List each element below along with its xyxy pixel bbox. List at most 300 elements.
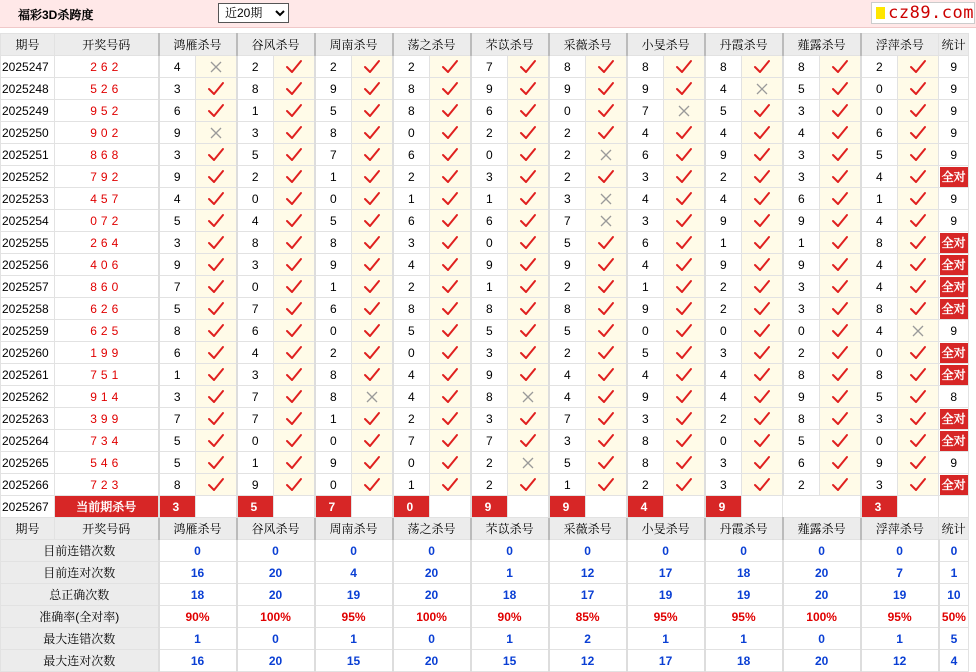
result-mark-cell	[898, 386, 939, 408]
kill-number-cell: 5	[393, 320, 430, 342]
kill-number-cell: 2	[627, 474, 664, 496]
col-header-expert: 鸿雁杀号	[159, 34, 237, 56]
check-icon	[363, 477, 381, 493]
kill-number-cell: 3	[549, 430, 586, 452]
draw-numbers-cell: 860	[55, 276, 159, 298]
check-icon	[441, 103, 459, 119]
result-mark-cell	[664, 144, 705, 166]
result-mark-cell	[274, 100, 315, 122]
kill-number-cell: 3	[783, 100, 820, 122]
result-mark-cell	[586, 122, 627, 144]
kill-number-cell: 3	[237, 364, 274, 386]
kill-number-cell: 8	[549, 56, 586, 78]
kill-number-cell: 4	[159, 188, 196, 210]
check-icon	[519, 169, 537, 185]
count-cell: 8	[939, 386, 969, 408]
result-mark-cell	[430, 276, 471, 298]
kill-number-cell: 9	[783, 254, 820, 276]
all-correct-badge: 全对	[940, 343, 968, 363]
kill-number-cell: 1	[471, 188, 508, 210]
check-icon	[285, 411, 303, 427]
current-kill-blank	[508, 496, 549, 518]
stat-value: 100%	[237, 606, 315, 628]
result-mark-cell	[586, 364, 627, 386]
current-kill-number: 4	[627, 496, 664, 518]
cross-icon	[911, 324, 925, 338]
check-icon	[753, 257, 771, 273]
result-mark-cell	[898, 166, 939, 188]
kill-number-cell: 3	[705, 342, 742, 364]
result-mark-cell	[274, 232, 315, 254]
result-mark-cell	[820, 298, 861, 320]
result-mark-cell	[586, 276, 627, 298]
table-row	[1, 56, 969, 78]
result-mark-cell	[586, 78, 627, 100]
check-icon	[441, 147, 459, 163]
kill-number-cell: 2	[471, 474, 508, 496]
check-icon	[831, 191, 849, 207]
kill-number-cell: 2	[549, 166, 586, 188]
stat-value: 90%	[159, 606, 237, 628]
stat-label: 目前连错次数	[1, 540, 159, 562]
check-icon	[285, 59, 303, 75]
check-icon	[753, 191, 771, 207]
stat-value: 18	[705, 562, 783, 584]
count-cell	[939, 232, 969, 254]
check-icon	[519, 345, 537, 361]
kill-number-cell: 0	[627, 320, 664, 342]
stat-value: 1	[315, 628, 393, 650]
kill-number-cell: 7	[159, 408, 196, 430]
kill-number-cell: 0	[783, 320, 820, 342]
result-mark-cell	[586, 254, 627, 276]
kill-number-cell: 0	[549, 100, 586, 122]
kill-number-cell: 1	[315, 166, 352, 188]
check-icon	[909, 367, 927, 383]
result-mark-cell	[196, 122, 237, 144]
all-correct-badge: 全对	[940, 255, 968, 275]
draw-numbers-cell: 526	[55, 78, 159, 100]
check-icon	[675, 323, 693, 339]
issue-cell: 2025254	[1, 210, 55, 232]
check-icon	[753, 125, 771, 141]
kill-number-cell: 0	[393, 122, 430, 144]
kill-number-cell: 9	[627, 78, 664, 100]
kill-number-cell: 3	[237, 122, 274, 144]
result-mark-cell	[274, 78, 315, 100]
check-icon	[363, 323, 381, 339]
kill-number-cell: 6	[471, 100, 508, 122]
stat-value: 1	[159, 628, 237, 650]
stat-value: 100%	[393, 606, 471, 628]
check-icon	[363, 235, 381, 251]
check-icon	[675, 191, 693, 207]
result-mark-cell	[898, 430, 939, 452]
kill-number-cell: 9	[705, 144, 742, 166]
stat-label: 最大连错次数	[1, 628, 159, 650]
kill-number-cell: 1	[393, 474, 430, 496]
check-icon	[831, 411, 849, 427]
current-kill-number: 5	[237, 496, 274, 518]
kill-number-cell: 3	[159, 386, 196, 408]
stat-value: 1	[627, 628, 705, 650]
stat-count: 5	[939, 628, 969, 650]
kill-number-cell: 4	[627, 254, 664, 276]
check-icon	[753, 411, 771, 427]
col-header-expert: 薤露杀号	[783, 518, 861, 540]
check-icon	[753, 433, 771, 449]
stat-value: 0	[549, 540, 627, 562]
check-icon	[519, 279, 537, 295]
stat-value: 19	[861, 584, 939, 606]
kill-number-cell: 8	[393, 100, 430, 122]
draw-numbers-cell: 626	[55, 298, 159, 320]
check-icon	[831, 477, 849, 493]
issue-cell: 2025260	[1, 342, 55, 364]
kill-number-cell: 8	[627, 452, 664, 474]
check-icon	[831, 103, 849, 119]
check-icon	[753, 235, 771, 251]
check-icon	[909, 235, 927, 251]
result-mark-cell	[742, 188, 783, 210]
result-mark-cell	[586, 100, 627, 122]
result-mark-cell	[820, 276, 861, 298]
kill-number-cell: 9	[627, 298, 664, 320]
current-kill-blank	[196, 496, 237, 518]
kill-number-cell: 3	[627, 408, 664, 430]
check-icon	[675, 125, 693, 141]
check-icon	[207, 279, 225, 295]
kill-number-cell: 8	[315, 386, 352, 408]
draw-numbers-cell: 406	[55, 254, 159, 276]
result-mark-cell	[664, 232, 705, 254]
stat-value: 19	[627, 584, 705, 606]
check-icon	[363, 125, 381, 141]
count-cell	[939, 254, 969, 276]
check-icon	[597, 433, 615, 449]
result-mark-cell	[430, 298, 471, 320]
draw-numbers-cell: 792	[55, 166, 159, 188]
result-mark-cell	[352, 254, 393, 276]
stat-value: 1	[705, 628, 783, 650]
result-mark-cell	[352, 408, 393, 430]
check-icon	[441, 389, 459, 405]
result-mark-cell	[196, 474, 237, 496]
all-correct-badge: 全对	[940, 409, 968, 429]
table-row	[1, 320, 969, 342]
issue-cell: 2025263	[1, 408, 55, 430]
kill-number-cell: 6	[315, 298, 352, 320]
kill-number-cell: 2	[783, 474, 820, 496]
kill-number-cell: 2	[783, 342, 820, 364]
kill-number-cell: 0	[471, 144, 508, 166]
check-icon	[753, 345, 771, 361]
kill-number-cell: 5	[549, 232, 586, 254]
result-mark-cell	[742, 320, 783, 342]
col-header-expert: 芣苡杀号	[471, 34, 549, 56]
result-mark-cell	[742, 210, 783, 232]
result-mark-cell	[196, 408, 237, 430]
result-mark-cell	[742, 276, 783, 298]
stat-value: 20	[393, 650, 471, 672]
stat-value: 19	[705, 584, 783, 606]
kill-number-cell: 7	[471, 56, 508, 78]
check-icon	[831, 81, 849, 97]
result-mark-cell	[898, 452, 939, 474]
kill-number-cell: 7	[549, 210, 586, 232]
draw-numbers-cell: 723	[55, 474, 159, 496]
kill-number-cell: 6	[783, 452, 820, 474]
stat-value: 95%	[705, 606, 783, 628]
result-mark-cell	[742, 122, 783, 144]
table-row	[1, 232, 969, 254]
result-mark-cell	[898, 144, 939, 166]
check-icon	[831, 345, 849, 361]
kill-number-cell: 3	[159, 232, 196, 254]
stat-value: 12	[549, 650, 627, 672]
draw-numbers-cell: 751	[55, 364, 159, 386]
check-icon	[753, 59, 771, 75]
result-mark-cell	[742, 100, 783, 122]
kill-number-cell: 4	[861, 254, 898, 276]
check-icon	[207, 411, 225, 427]
col-header-numbers: 开奖号码	[55, 518, 159, 540]
draw-numbers-cell: 914	[55, 386, 159, 408]
period-select[interactable]	[218, 3, 289, 23]
result-mark-cell	[274, 320, 315, 342]
kill-number-cell: 8	[237, 78, 274, 100]
result-mark-cell	[664, 364, 705, 386]
check-icon	[285, 301, 303, 317]
kill-number-cell: 8	[861, 232, 898, 254]
stat-value: 17	[549, 584, 627, 606]
result-mark-cell	[430, 320, 471, 342]
check-icon	[753, 455, 771, 471]
kill-number-cell: 2	[549, 122, 586, 144]
issue-cell: 2025247	[1, 56, 55, 78]
result-mark-cell	[898, 122, 939, 144]
table-row	[1, 386, 969, 408]
result-mark-cell	[274, 254, 315, 276]
kill-number-cell: 6	[159, 100, 196, 122]
check-icon	[285, 169, 303, 185]
check-icon	[363, 191, 381, 207]
count-cell	[939, 430, 969, 452]
current-kill-blank	[430, 496, 471, 518]
col-header-expert: 浮萍杀号	[861, 34, 939, 56]
check-icon	[285, 235, 303, 251]
result-mark-cell	[274, 342, 315, 364]
check-icon	[675, 169, 693, 185]
count-cell	[939, 474, 969, 496]
kill-number-cell: 4	[159, 56, 196, 78]
kill-number-cell: 3	[861, 408, 898, 430]
kill-number-cell: 9	[159, 166, 196, 188]
col-header-expert: 小旻杀号	[627, 34, 705, 56]
result-mark-cell	[352, 342, 393, 364]
draw-numbers-cell: 952	[55, 100, 159, 122]
issue-cell: 2025248	[1, 78, 55, 100]
result-mark-cell	[742, 364, 783, 386]
result-mark-cell	[664, 78, 705, 100]
result-mark-cell	[742, 254, 783, 276]
stat-count: 0	[939, 540, 969, 562]
kill-number-cell: 2	[237, 166, 274, 188]
check-icon	[441, 411, 459, 427]
check-icon	[909, 345, 927, 361]
kill-number-cell: 6	[627, 232, 664, 254]
stat-value: 4	[315, 562, 393, 584]
cross-icon	[209, 126, 223, 140]
kill-number-cell: 9	[471, 254, 508, 276]
kill-number-cell: 3	[159, 144, 196, 166]
check-icon	[363, 411, 381, 427]
check-icon	[285, 147, 303, 163]
result-mark-cell	[274, 452, 315, 474]
check-icon	[363, 433, 381, 449]
issue-cell: 2025253	[1, 188, 55, 210]
kill-number-cell: 2	[237, 56, 274, 78]
result-mark-cell	[742, 56, 783, 78]
check-icon	[909, 257, 927, 273]
result-mark-cell	[742, 166, 783, 188]
result-mark-cell	[196, 144, 237, 166]
result-mark-cell	[820, 188, 861, 210]
issue-cell: 2025252	[1, 166, 55, 188]
check-icon	[597, 477, 615, 493]
result-mark-cell	[430, 56, 471, 78]
check-icon	[597, 81, 615, 97]
top-bar	[0, 0, 976, 28]
logo-text: cz89.com	[888, 3, 974, 23]
stat-value: 20	[393, 584, 471, 606]
current-kill-blank	[742, 496, 783, 518]
table-row	[1, 100, 969, 122]
count-cell: 9	[939, 144, 969, 166]
issue-cell: 2025255	[1, 232, 55, 254]
stat-label: 总正确次数	[1, 584, 159, 606]
kill-number-cell: 7	[159, 276, 196, 298]
result-mark-cell	[820, 386, 861, 408]
result-mark-cell	[898, 320, 939, 342]
check-icon	[441, 279, 459, 295]
check-icon	[285, 433, 303, 449]
issue-cell: 2025251	[1, 144, 55, 166]
check-icon	[597, 59, 615, 75]
count-cell: 9	[939, 100, 969, 122]
result-mark-cell	[664, 342, 705, 364]
result-mark-cell	[664, 276, 705, 298]
col-header-numbers: 开奖号码	[55, 34, 159, 56]
table-row	[1, 408, 969, 430]
cross-icon	[599, 214, 613, 228]
check-icon	[285, 345, 303, 361]
kill-number-cell: 8	[861, 364, 898, 386]
all-correct-badge: 全对	[940, 167, 968, 187]
check-icon	[753, 301, 771, 317]
count-cell	[939, 276, 969, 298]
check-icon	[441, 433, 459, 449]
check-icon	[831, 235, 849, 251]
kill-number-cell: 3	[471, 408, 508, 430]
check-icon	[285, 455, 303, 471]
check-icon	[597, 455, 615, 471]
result-mark-cell	[352, 210, 393, 232]
result-mark-cell	[742, 298, 783, 320]
result-mark-cell	[352, 320, 393, 342]
kill-number-cell: 4	[783, 122, 820, 144]
kill-number-cell: 5	[861, 144, 898, 166]
result-mark-cell	[430, 386, 471, 408]
result-mark-cell	[274, 276, 315, 298]
col-header-expert: 丹霞杀号	[705, 34, 783, 56]
stat-value: 12	[861, 650, 939, 672]
check-icon	[909, 81, 927, 97]
check-icon	[285, 389, 303, 405]
kill-number-cell: 0	[315, 474, 352, 496]
draw-numbers-cell: 902	[55, 122, 159, 144]
result-mark-cell	[664, 56, 705, 78]
stat-value: 16	[159, 650, 237, 672]
check-icon	[519, 147, 537, 163]
check-icon	[285, 103, 303, 119]
result-mark-cell	[664, 474, 705, 496]
result-mark-cell	[274, 56, 315, 78]
kill-number-cell: 9	[627, 386, 664, 408]
col-header-issue: 期号	[1, 518, 55, 540]
current-kill-label: 当前期杀号	[55, 496, 159, 518]
result-mark-cell	[352, 144, 393, 166]
check-icon	[519, 191, 537, 207]
kill-number-cell: 0	[237, 188, 274, 210]
result-mark-cell	[664, 166, 705, 188]
kill-number-cell: 8	[549, 298, 586, 320]
draw-numbers-cell: 457	[55, 188, 159, 210]
check-icon	[831, 257, 849, 273]
result-mark-cell	[742, 78, 783, 100]
kill-number-cell: 9	[237, 474, 274, 496]
result-mark-cell	[508, 254, 549, 276]
draw-numbers-cell: 546	[55, 452, 159, 474]
table-header-row	[1, 518, 969, 540]
check-icon	[909, 455, 927, 471]
current-kill-blank	[586, 496, 627, 518]
result-mark-cell	[352, 364, 393, 386]
site-logo[interactable]	[871, 2, 975, 24]
check-icon	[285, 367, 303, 383]
check-icon	[831, 125, 849, 141]
check-icon	[597, 301, 615, 317]
kill-number-cell: 4	[705, 78, 742, 100]
result-mark-cell	[664, 408, 705, 430]
check-icon	[909, 477, 927, 493]
check-icon	[363, 455, 381, 471]
result-mark-cell	[586, 408, 627, 430]
table-row	[1, 474, 969, 496]
check-icon	[909, 59, 927, 75]
check-icon	[441, 59, 459, 75]
result-mark-cell	[820, 78, 861, 100]
result-mark-cell	[742, 342, 783, 364]
result-mark-cell	[352, 166, 393, 188]
result-mark-cell	[430, 166, 471, 188]
result-mark-cell	[196, 298, 237, 320]
result-mark-cell	[586, 144, 627, 166]
check-icon	[363, 169, 381, 185]
kill-number-cell: 9	[783, 210, 820, 232]
current-count-blank	[939, 496, 969, 518]
result-mark-cell	[196, 254, 237, 276]
